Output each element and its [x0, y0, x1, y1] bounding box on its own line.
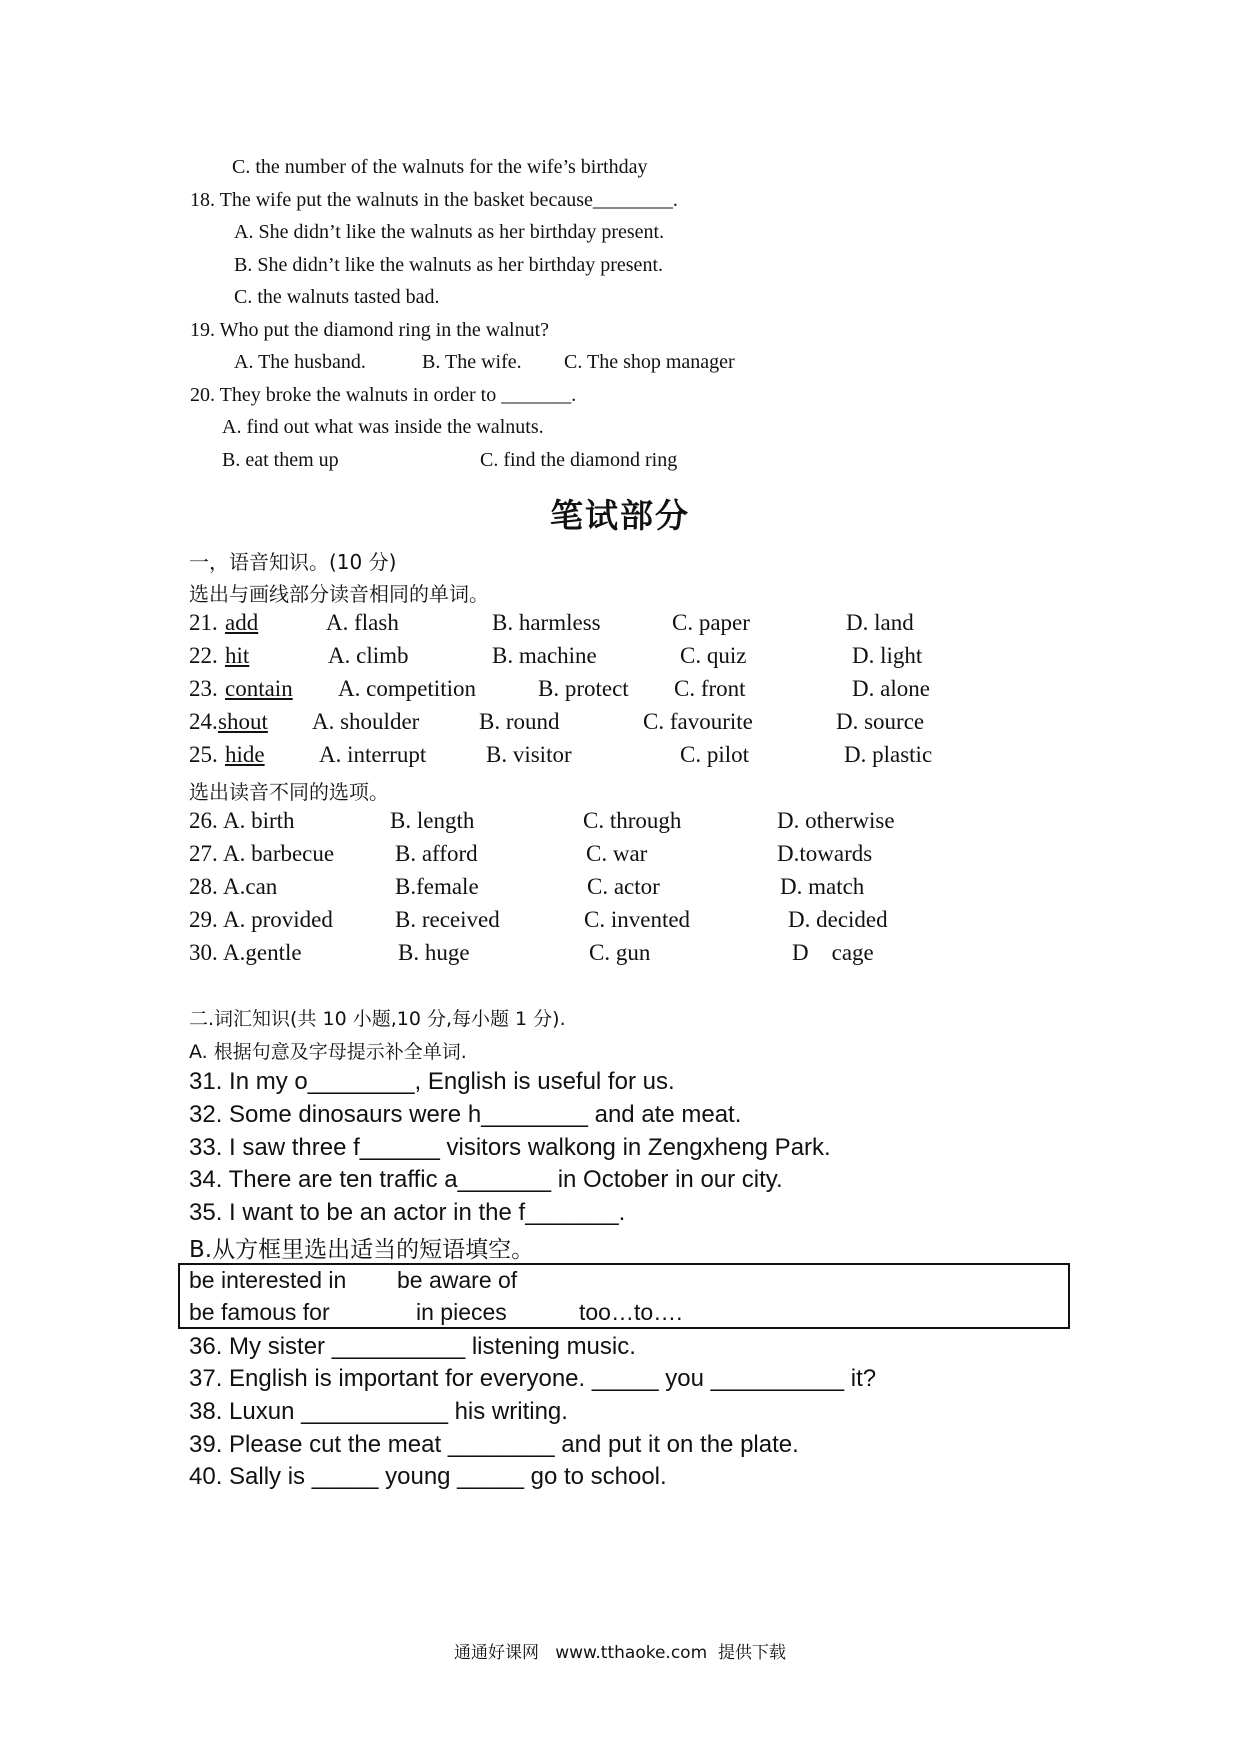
q20-option-b: B. eat them up	[222, 449, 339, 471]
q18-option-c: C. the walnuts tasted bad.	[234, 286, 440, 308]
q23-option-b: B. protect	[538, 676, 629, 701]
q29-option-b: B. received	[395, 907, 500, 932]
vocab-part-b: B.从方框里选出适当的短语填空。	[189, 1237, 535, 1263]
q19-option-c: C. The shop manager	[564, 351, 735, 373]
q25-word: hide	[225, 742, 265, 767]
phrase-be-aware-of: be aware of	[397, 1267, 518, 1293]
q22-word: hit	[225, 643, 250, 668]
q26-option-d: D. otherwise	[777, 808, 895, 833]
q23-option-a: A. competition	[338, 676, 476, 701]
q22-option-c: C. quiz	[680, 643, 747, 668]
q22-number: 22.	[189, 643, 218, 668]
q30-number: 30.	[189, 940, 218, 965]
q28-option-c: C. actor	[587, 874, 660, 899]
q25-option-c: C. pilot	[680, 742, 750, 767]
q33: 33. I saw three f______ visitors walkong in Zengxheng Park.	[189, 1134, 831, 1161]
q22-option-d: D. light	[852, 643, 923, 668]
q30-option-c: C. gun	[589, 940, 651, 965]
q24-option-b: B. round	[479, 709, 560, 734]
q30-option-a: A.gentle	[223, 940, 302, 965]
q40: 40. Sally is _____ young _____ go to school.	[189, 1463, 667, 1490]
q20-option-c: C. find the diamond ring	[480, 449, 678, 471]
q38: 38. Luxun ___________ his writing.	[189, 1398, 568, 1425]
q17-option-c: C. the number of the walnuts for the wife’s birthday	[232, 156, 648, 178]
q21-word: add	[225, 610, 259, 635]
q28-number: 28.	[189, 874, 218, 899]
q21-number: 21.	[189, 610, 218, 635]
q29-number: 29.	[189, 907, 218, 932]
q24-option-d: D. source	[836, 709, 925, 734]
q23-number: 23.	[189, 676, 218, 701]
phrase-in-pieces: in pieces	[416, 1299, 507, 1325]
q36: 36. My sister __________ listening music.	[189, 1333, 636, 1360]
q18-option-a: A. She didn’t like the walnuts as her birthday present.	[234, 221, 665, 243]
vocab-part-a: A. 根据句意及字母提示补全单词.	[189, 1041, 467, 1063]
q27-option-b: B. afford	[395, 841, 478, 866]
q24-number: 24.	[189, 709, 218, 734]
phonetics-instruction-different: 选出读音不同的选项。	[189, 780, 389, 804]
q34: 34. There are ten traffic a_______ in October in our city.	[189, 1166, 783, 1193]
q23-word: contain	[225, 676, 293, 701]
q29-option-c: C. invented	[584, 907, 691, 932]
q18-option-b: B. She didn’t like the walnuts as her birthday present.	[234, 254, 663, 276]
q37: 37. English is important for everyone. _____ you __________ it?	[189, 1365, 877, 1392]
q27-option-c: C. war	[586, 841, 648, 866]
q25-number: 25.	[189, 742, 218, 767]
vocab-heading: 二.词汇知识(共 10 小题,10 分,每小题 1 分).	[189, 1008, 566, 1030]
phrase-too-to: too…to….	[579, 1299, 683, 1325]
q21-option-a: A. flash	[326, 610, 399, 635]
q20-stem: 20. They broke the walnuts in order to _______.	[190, 384, 577, 406]
q24-option-a: A. shoulder	[312, 709, 420, 734]
q39: 39. Please cut the meat ________ and put it on the plate.	[189, 1431, 799, 1458]
q23-option-d: D. alone	[852, 676, 930, 701]
q27-option-d: D.towards	[777, 841, 873, 866]
q30-option-b: B. huge	[398, 940, 470, 965]
q28-option-b: B.female	[395, 874, 479, 899]
q29-option-d: D. decided	[788, 907, 888, 932]
q25-option-b: B. visitor	[486, 742, 572, 767]
phonetics-heading: 一，语音知识。(10 分)	[189, 550, 397, 574]
q26-number: 26.	[189, 808, 218, 833]
q19-option-a: A. The husband.	[234, 351, 366, 373]
q35: 35. I want to be an actor in the f_______.	[189, 1199, 626, 1226]
q24-option-c: C. favourite	[643, 709, 753, 734]
page-footer: 通通好课网 www.tthaoke.com 提供下载	[454, 1643, 786, 1663]
q22-option-b: B. machine	[492, 643, 597, 668]
q26-option-a: A. birth	[223, 808, 295, 833]
phrase-be-famous-for: be famous for	[189, 1299, 330, 1325]
q28-option-a: A.can	[223, 874, 278, 899]
q23-option-c: C. front	[674, 676, 746, 701]
written-section-title: 笔试部分	[550, 496, 690, 535]
q25-option-d: D. plastic	[844, 742, 933, 767]
q30-option-d: D cage	[792, 940, 874, 965]
phonetics-instruction-same: 选出与画线部分读音相同的单词。	[189, 582, 489, 606]
q22-option-a: A. climb	[328, 643, 409, 668]
q32: 32. Some dinosaurs were h________ and ate meat.	[189, 1101, 742, 1128]
q31: 31. In my o________, English is useful for us.	[189, 1068, 675, 1095]
q27-option-a: A. barbecue	[223, 841, 335, 866]
q27-number: 27.	[189, 841, 218, 866]
q29-option-a: A. provided	[223, 907, 333, 932]
q21-option-b: B. harmless	[492, 610, 601, 635]
q21-option-c: C. paper	[672, 610, 750, 635]
q19-stem: 19. Who put the diamond ring in the walnut?	[190, 319, 550, 341]
q18-stem: 18. The wife put the walnuts in the basket because________.	[190, 189, 678, 211]
q25-option-a: A. interrupt	[319, 742, 427, 767]
q26-option-c: C. through	[583, 808, 682, 833]
q26-option-b: B. length	[390, 808, 475, 833]
q19-option-b: B. The wife.	[422, 351, 522, 373]
q28-option-d: D. match	[780, 874, 865, 899]
q20-option-a: A. find out what was inside the walnuts.	[222, 416, 544, 438]
q21-option-d: D. land	[846, 610, 914, 635]
q24-word: shout	[218, 709, 268, 734]
phrase-be-interested-in: be interested in	[189, 1267, 347, 1293]
